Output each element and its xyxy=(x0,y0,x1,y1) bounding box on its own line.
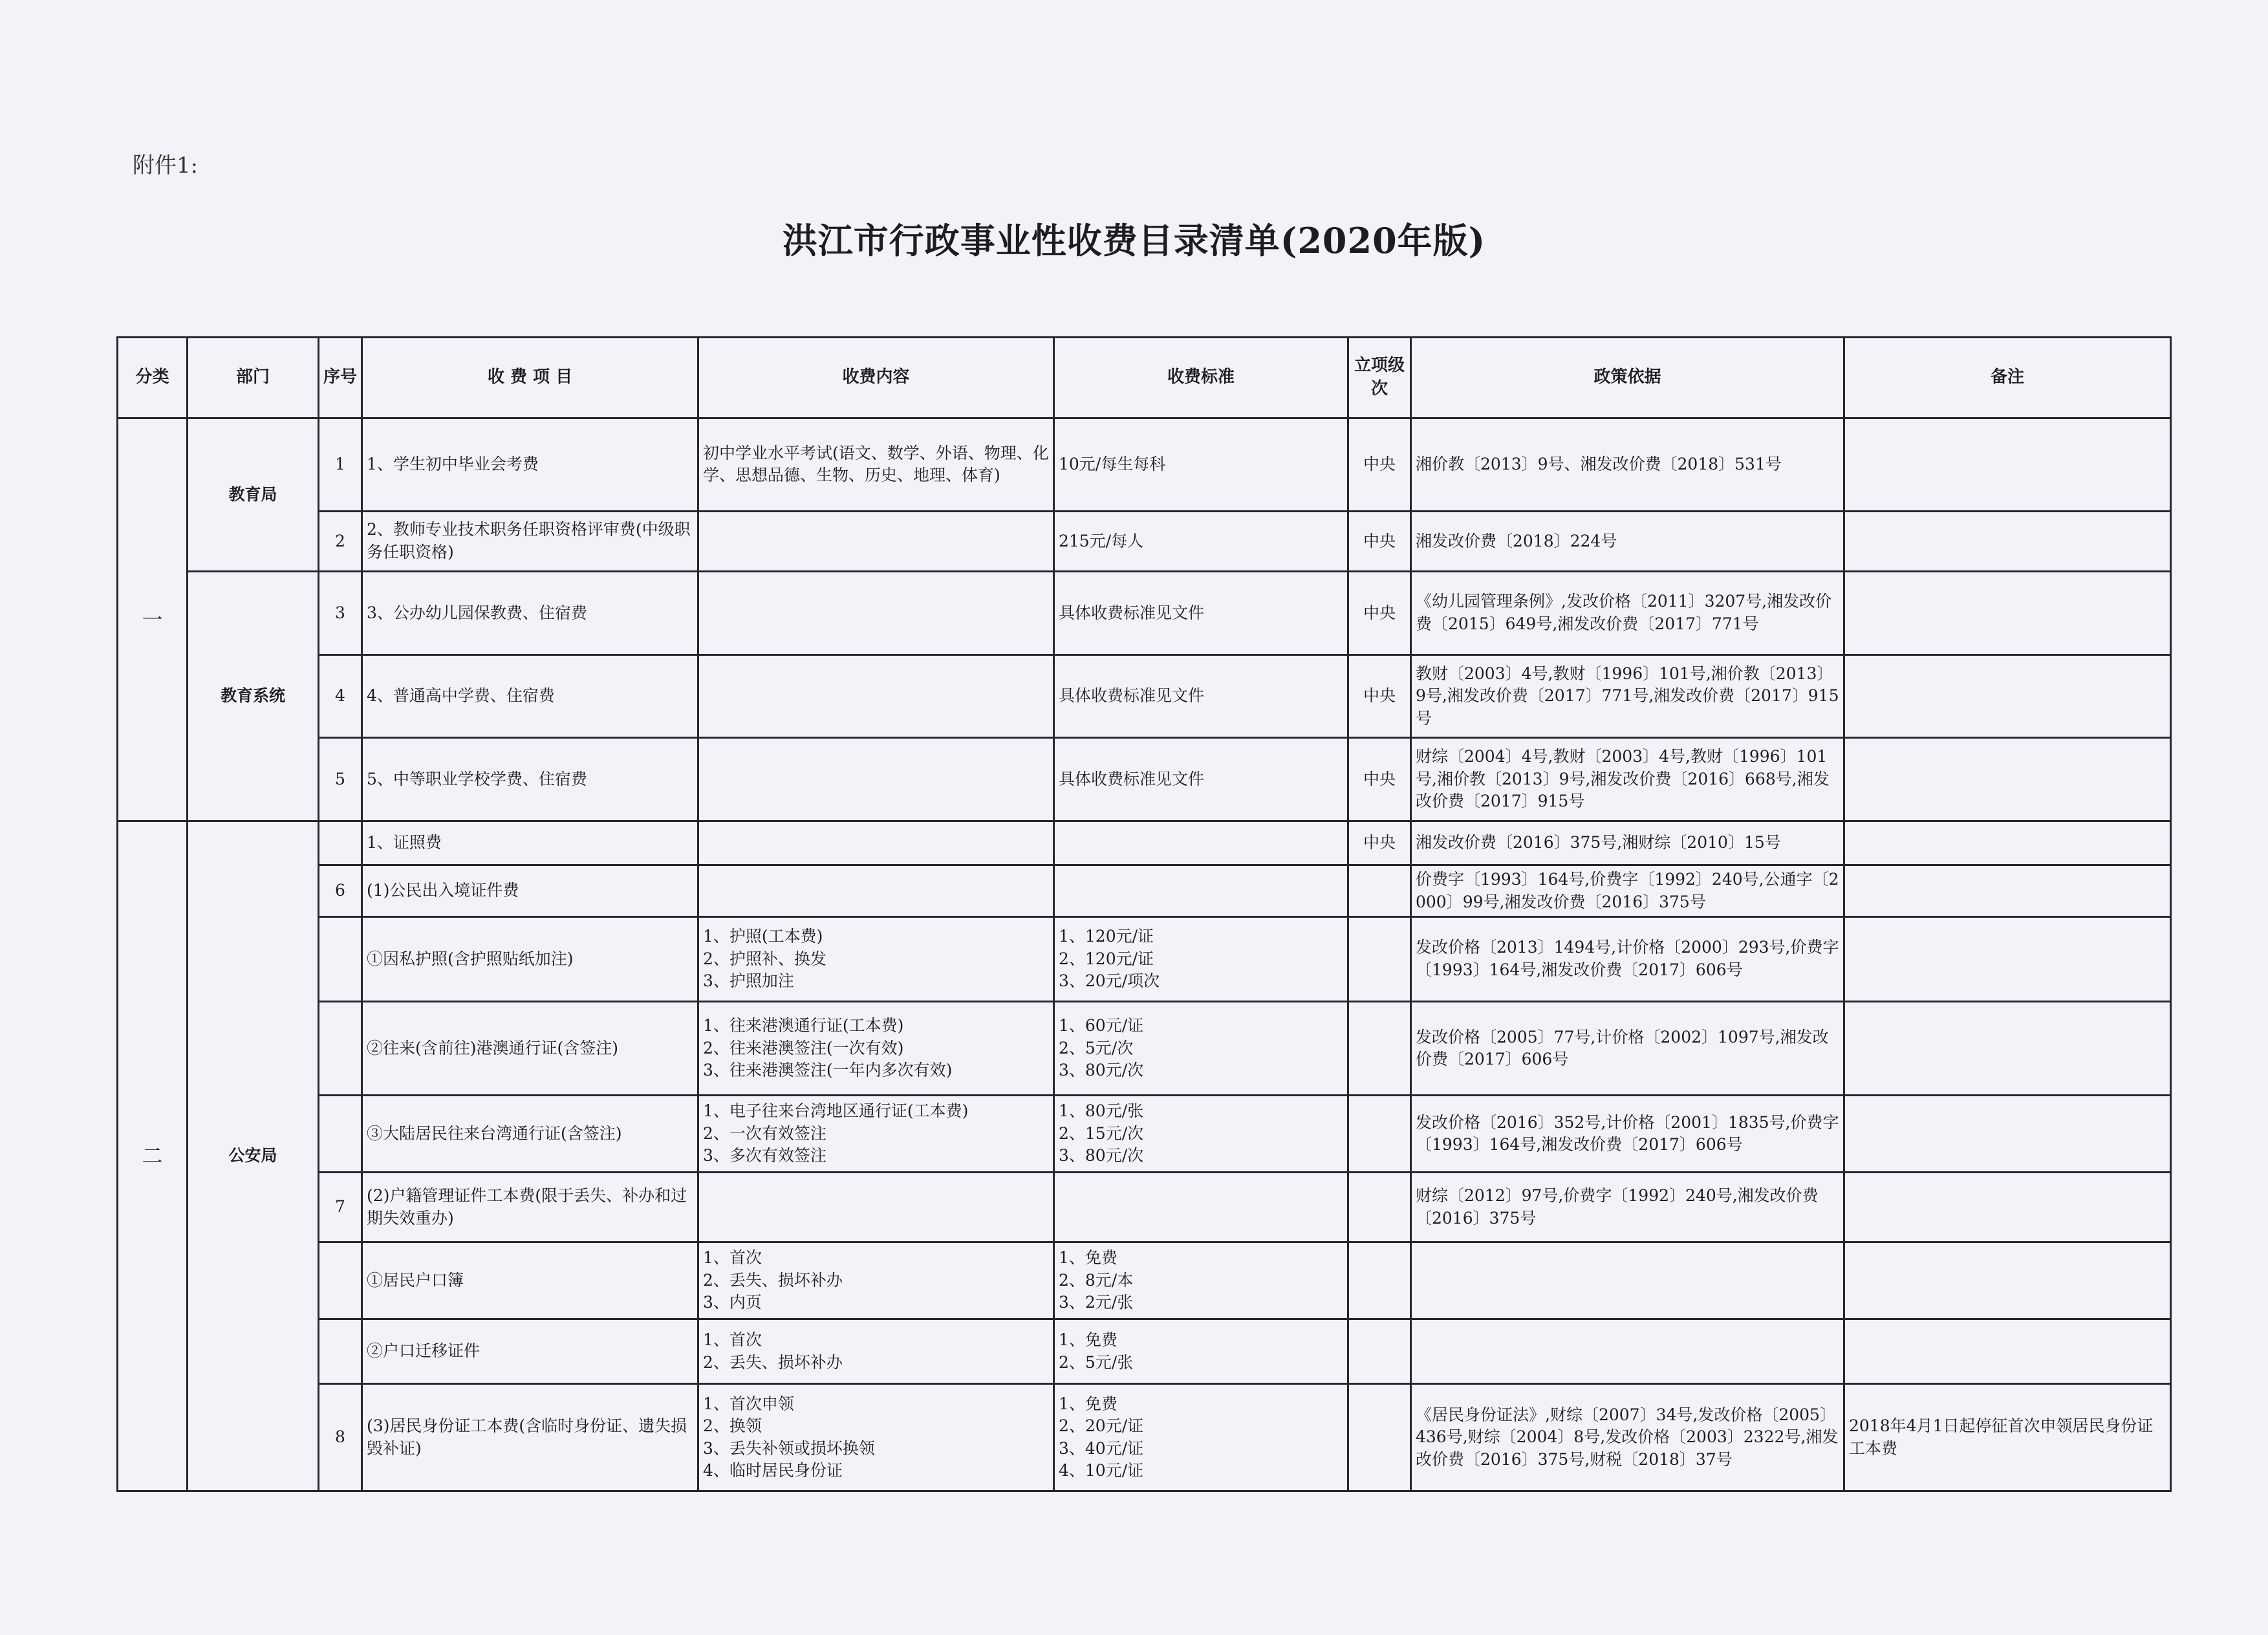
remarks-cell xyxy=(1844,1242,2171,1319)
level-cell xyxy=(1348,1096,1411,1173)
standard-cell: 1、120元/证 2、120元/证 3、20元/项次 xyxy=(1054,917,1348,1002)
remarks-cell xyxy=(1844,917,2171,1002)
table-row xyxy=(118,1319,2171,1383)
remarks-cell xyxy=(1844,1319,2171,1383)
header-seq: 序号 xyxy=(319,338,362,418)
standard-cell: 具体收费标准见文件 xyxy=(1054,655,1348,738)
basis-cell: 发改价格〔2013〕1494号,计价格〔2000〕293号,价费字〔1993〕164号,湘发改价费〔2017〕606号 xyxy=(1411,917,1844,1002)
seq-cell: 5 xyxy=(319,738,362,821)
standard-cell: 1、80元/张 2、15元/次 3、80元/次 xyxy=(1054,1096,1348,1173)
table-row xyxy=(118,1242,2171,1319)
table-row xyxy=(118,1001,2171,1096)
basis-cell: 《幼儿园管理条例》,发改价格〔2011〕3207号,湘发改价费〔2015〕649号,湘发改价费〔2017〕771号 xyxy=(1411,571,1844,655)
seq-cell xyxy=(319,1096,362,1173)
item-cell: 3、公办幼儿园保教费、住宿费 xyxy=(362,571,698,655)
content-cell xyxy=(698,738,1054,821)
content-cell xyxy=(698,1172,1054,1242)
item-cell: ①因私护照(含护照贴纸加注) xyxy=(362,917,698,1002)
table-row xyxy=(118,1096,2171,1173)
level-cell xyxy=(1348,1242,1411,1319)
item-cell: ②户口迁移证件 xyxy=(362,1319,698,1383)
level-cell: 中央 xyxy=(1348,821,1411,865)
standard-cell xyxy=(1054,1172,1348,1242)
level-cell: 中央 xyxy=(1348,571,1411,655)
header-standard: 收费标准 xyxy=(1054,338,1348,418)
level-cell: 中央 xyxy=(1348,511,1411,571)
content-cell xyxy=(698,571,1054,655)
remarks-cell xyxy=(1844,655,2171,738)
header-item: 收 费 项 目 xyxy=(362,338,698,418)
level-cell xyxy=(1348,865,1411,916)
page-title: 洪江市行政事业性收费目录清单(2020年版) xyxy=(782,220,1486,261)
item-cell: ③大陆居民往来台湾通行证(含签注) xyxy=(362,1096,698,1173)
item-cell: (2)户籍管理证件工本费(限于丢失、补办和过期失效重办) xyxy=(362,1172,698,1242)
seq-cell: 7 xyxy=(319,1172,362,1242)
remarks-cell: 2018年4月1日起停征首次申领居民身份证工本费 xyxy=(1844,1384,2171,1491)
item-cell: (3)居民身份证工本费(含临时身份证、遗失损毁补证) xyxy=(362,1384,698,1491)
content-cell xyxy=(698,821,1054,865)
standard-cell: 1、60元/证 2、5元/次 3、80元/次 xyxy=(1054,1001,1348,1096)
content-cell: 1、往来港澳通行证(工本费) 2、往来港澳签注(一次有效) 3、往来港澳签注(一年内多次有效) xyxy=(698,1001,1054,1096)
header-basis: 政策依据 xyxy=(1411,338,1844,418)
remarks-cell xyxy=(1844,418,2171,512)
seq-cell: 2 xyxy=(319,511,362,571)
basis-cell xyxy=(1411,1319,1844,1383)
standard-cell: 1、免费 2、20元/证 3、40元/证 4、10元/证 xyxy=(1054,1384,1348,1491)
item-cell: 2、教师专业技术职务任职资格评审费(中级职务任职资格) xyxy=(362,511,698,571)
level-cell: 中央 xyxy=(1348,418,1411,512)
remarks-cell xyxy=(1844,571,2171,655)
standard-cell xyxy=(1054,821,1348,865)
department-cell: 教育系统 xyxy=(188,571,319,821)
level-cell xyxy=(1348,917,1411,1002)
basis-cell xyxy=(1411,1242,1844,1319)
basis-cell: 湘价教〔2013〕9号、湘发改价费〔2018〕531号 xyxy=(1411,418,1844,512)
remarks-cell xyxy=(1844,865,2171,916)
table-row xyxy=(118,655,2171,738)
standard-cell: 1、免费 2、8元/本 3、2元/张 xyxy=(1054,1242,1348,1319)
content-cell: 1、首次申领 2、换领 3、丢失补领或损坏换领 4、临时居民身份证 xyxy=(698,1384,1054,1491)
content-cell xyxy=(698,865,1054,916)
level-cell xyxy=(1348,1384,1411,1491)
remarks-cell xyxy=(1844,1096,2171,1173)
table-row xyxy=(118,738,2171,821)
category-cell: 二 xyxy=(118,821,188,1491)
seq-cell: 4 xyxy=(319,655,362,738)
content-cell: 1、电子往来台湾地区通行证(工本费) 2、一次有效签注 3、多次有效签注 xyxy=(698,1096,1054,1173)
seq-cell xyxy=(319,917,362,1002)
basis-cell: 发改价格〔2005〕77号,计价格〔2002〕1097号,湘发改价费〔2017〕606号 xyxy=(1411,1001,1844,1096)
content-cell: 1、首次 2、丢失、损坏补办 3、内页 xyxy=(698,1242,1054,1319)
level-cell xyxy=(1348,1172,1411,1242)
standard-cell xyxy=(1054,865,1348,916)
level-cell: 中央 xyxy=(1348,655,1411,738)
content-cell: 1、首次 2、丢失、损坏补办 xyxy=(698,1319,1054,1383)
header-content: 收费内容 xyxy=(698,338,1054,418)
header-department: 部门 xyxy=(188,338,319,418)
header-remarks: 备注 xyxy=(1844,338,2171,418)
seq-cell xyxy=(319,821,362,865)
item-cell: 4、普通高中学费、住宿费 xyxy=(362,655,698,738)
header-category: 分类 xyxy=(118,338,188,418)
item-cell: ②往来(含前往)港澳通行证(含签注) xyxy=(362,1001,698,1096)
basis-cell: 发改价格〔2016〕352号,计价格〔2001〕1835号,价费字〔1993〕164号,湘发改价费〔2017〕606号 xyxy=(1411,1096,1844,1173)
content-cell: 初中学业水平考试(语文、数学、外语、物理、化学、思想品德、生物、历史、地理、体育) xyxy=(698,418,1054,512)
standard-cell: 具体收费标准见文件 xyxy=(1054,738,1348,821)
content-cell xyxy=(698,655,1054,738)
table-row xyxy=(118,511,2171,571)
basis-cell: 教财〔2003〕4号,教财〔1996〕101号,湘价教〔2013〕9号,湘发改价费〔2017〕771号,湘发改价费〔2017〕915号 xyxy=(1411,655,1844,738)
basis-cell: 《居民身份证法》,财综〔2007〕34号,发改价格〔2005〕436号,财综〔2004〕8号,发改价格〔2003〕2322号,湘发改价费〔2016〕375号,财税〔2018〕37号 xyxy=(1411,1384,1844,1491)
content-cell xyxy=(698,511,1054,571)
remarks-cell xyxy=(1844,1001,2171,1096)
table-row xyxy=(118,418,2171,512)
standard-cell: 215元/每人 xyxy=(1054,511,1348,571)
level-cell xyxy=(1348,1001,1411,1096)
content-cell: 1、护照(工本费) 2、护照补、换发 3、护照加注 xyxy=(698,917,1054,1002)
remarks-cell xyxy=(1844,738,2171,821)
basis-cell: 价费字〔1993〕164号,价费字〔1992〕240号,公通字〔2000〕99号,湘发改价费〔2016〕375号 xyxy=(1411,865,1844,916)
remarks-cell xyxy=(1844,821,2171,865)
basis-cell: 财综〔2012〕97号,价费字〔1992〕240号,湘发改价费〔2016〕375号 xyxy=(1411,1172,1844,1242)
seq-cell xyxy=(319,1319,362,1383)
header-level: 立项级次 xyxy=(1348,338,1411,418)
table-row xyxy=(118,821,2171,865)
seq-cell: 1 xyxy=(319,418,362,512)
table-row xyxy=(118,1172,2171,1242)
basis-cell: 财综〔2004〕4号,教财〔2003〕4号,教财〔1996〕101号,湘价教〔2013〕9号,湘发改价费〔2016〕668号,湘发改价费〔2017〕915号 xyxy=(1411,738,1844,821)
remarks-cell xyxy=(1844,1172,2171,1242)
level-cell xyxy=(1348,1319,1411,1383)
standard-cell: 具体收费标准见文件 xyxy=(1054,571,1348,655)
seq-cell: 8 xyxy=(319,1384,362,1491)
table-row xyxy=(118,571,2171,655)
remarks-cell xyxy=(1844,511,2171,571)
item-cell: 5、中等职业学校学费、住宿费 xyxy=(362,738,698,821)
department-cell: 公安局 xyxy=(188,821,319,1491)
table-row xyxy=(118,1384,2171,1491)
standard-cell: 1、免费 2、5元/张 xyxy=(1054,1319,1348,1383)
seq-cell xyxy=(319,1242,362,1319)
seq-cell: 6 xyxy=(319,865,362,916)
fee-catalog-table xyxy=(116,336,2172,1492)
department-cell: 教育局 xyxy=(188,418,319,572)
item-cell: 1、证照费 xyxy=(362,821,698,865)
item-cell: (1)公民出入境证件费 xyxy=(362,865,698,916)
category-cell: 一 xyxy=(118,418,188,821)
table-row xyxy=(118,917,2171,1002)
basis-cell: 湘发改价费〔2018〕224号 xyxy=(1411,511,1844,571)
level-cell: 中央 xyxy=(1348,738,1411,821)
standard-cell: 10元/每生每科 xyxy=(1054,418,1348,512)
item-cell: ①居民户口簿 xyxy=(362,1242,698,1319)
seq-cell xyxy=(319,1001,362,1096)
table-row xyxy=(118,865,2171,916)
table-header-row xyxy=(118,338,2171,418)
attachment-label: 附件1: xyxy=(133,153,199,179)
seq-cell: 3 xyxy=(319,571,362,655)
item-cell: 1、学生初中毕业会考费 xyxy=(362,418,698,512)
basis-cell: 湘发改价费〔2016〕375号,湘财综〔2010〕15号 xyxy=(1411,821,1844,865)
